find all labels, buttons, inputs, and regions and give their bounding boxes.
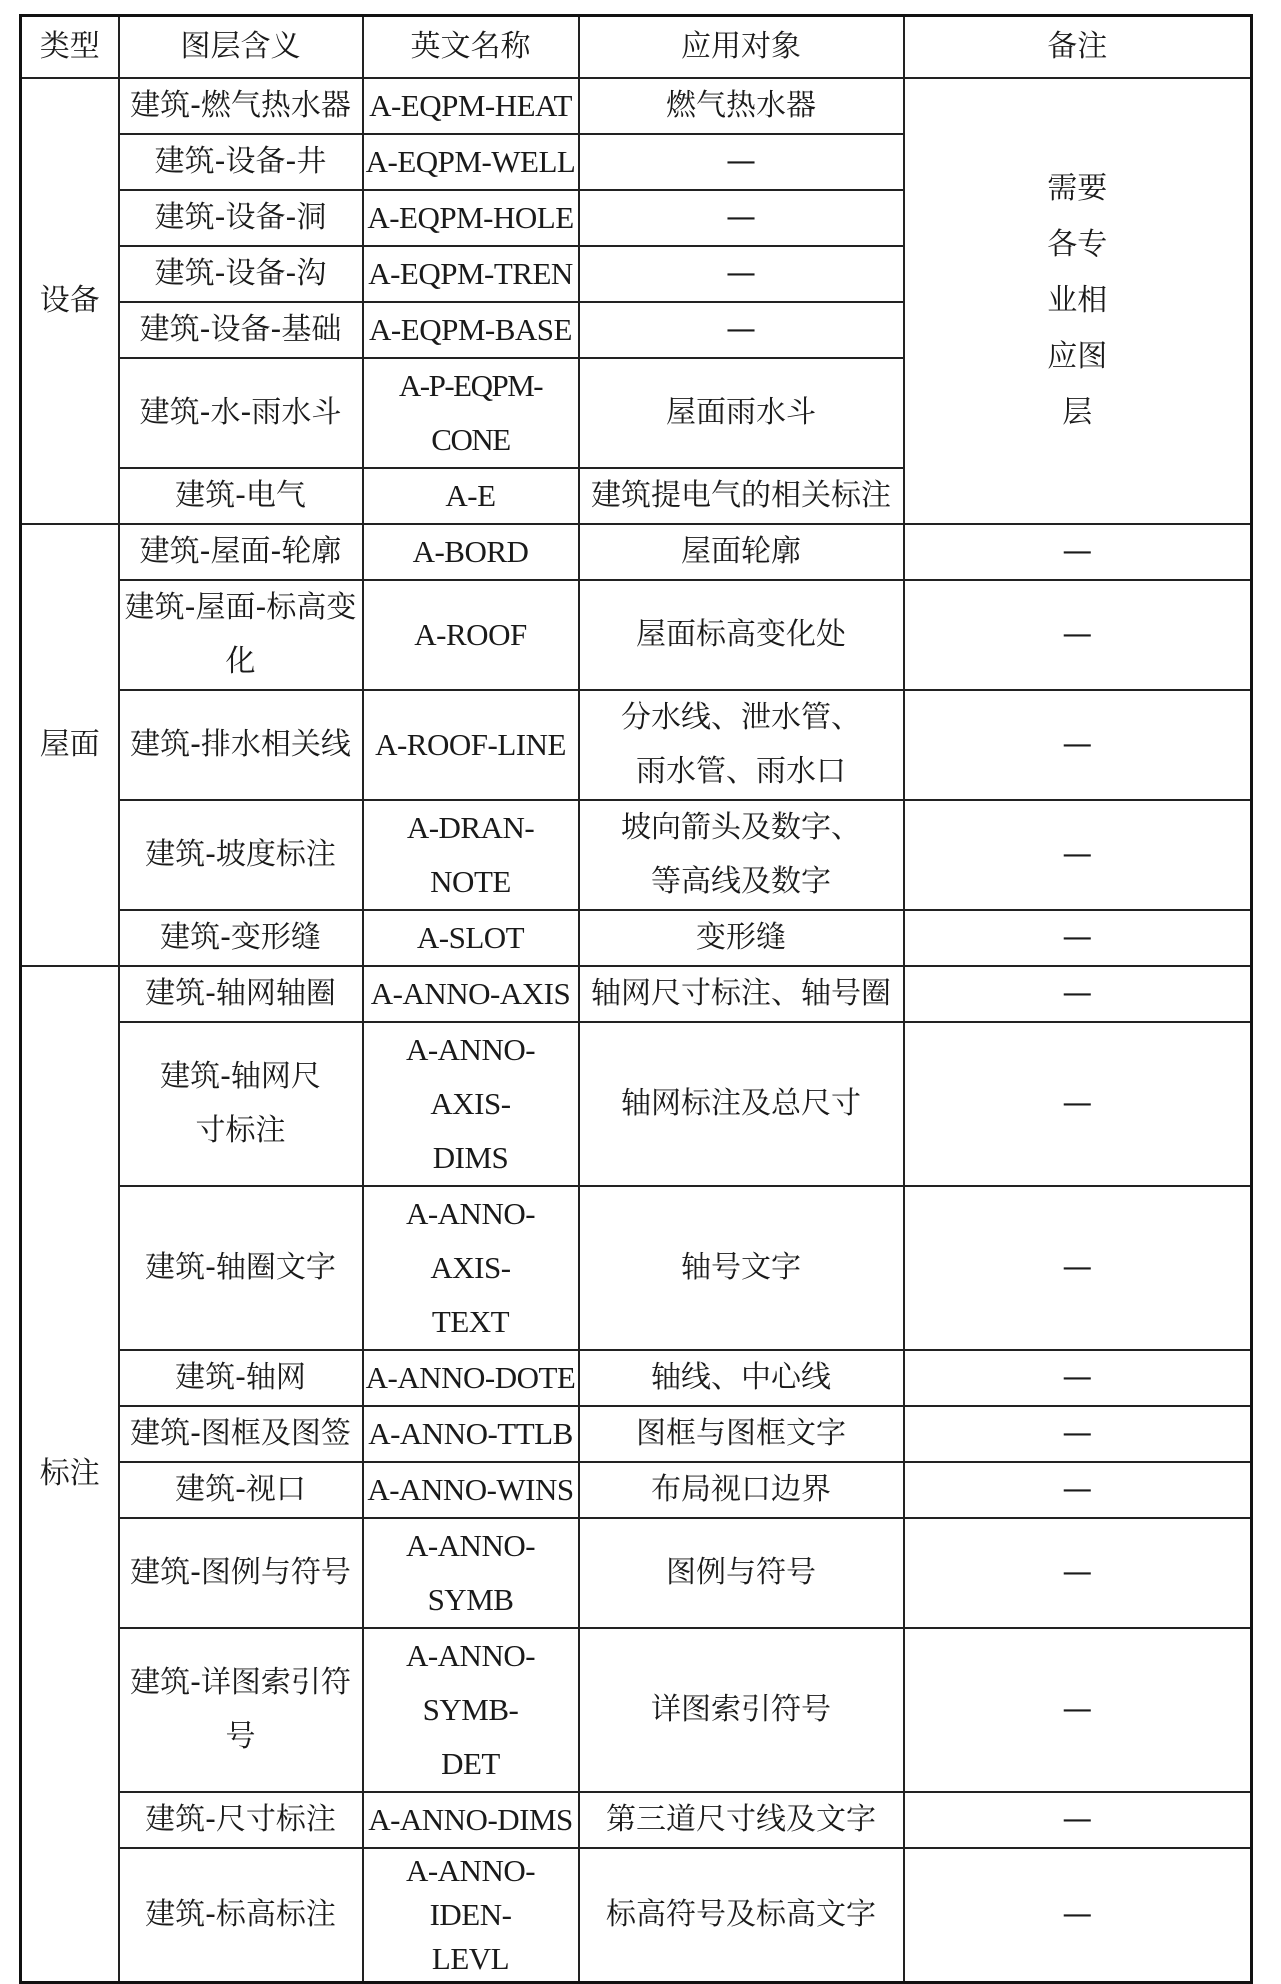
layer-remark: — xyxy=(904,1406,1252,1462)
layer-application: 标高符号及标高文字 xyxy=(579,1848,904,1983)
table-row xyxy=(21,1848,1252,1983)
table-row xyxy=(21,1022,1252,1186)
layer-english-name: A-ANNO-TTLB xyxy=(363,1406,579,1462)
layer-remark: — xyxy=(904,1186,1252,1350)
layer-remark: — xyxy=(904,1848,1252,1983)
table-row xyxy=(21,1350,1252,1406)
header-application: 应用对象 xyxy=(579,16,904,79)
layer-remark: — xyxy=(904,524,1252,580)
layer-remark: — xyxy=(904,1518,1252,1628)
group-note xyxy=(904,78,1252,524)
layer-english-name: A-ANNO-AXIS xyxy=(363,966,579,1022)
layer-application: 建筑提电气的相关标注 xyxy=(579,468,904,524)
layer-english-name: A-ANNO-AXIS-DIMS xyxy=(363,1022,579,1186)
layer-english-name: A-ANNO-SYMB-DET xyxy=(363,1628,579,1792)
layer-application: 屋面标高变化处 xyxy=(579,580,904,690)
layer-meaning: 建筑-设备-井 xyxy=(119,134,363,190)
layer-meaning: 建筑-图框及图签 xyxy=(119,1406,363,1462)
layer-remark: — xyxy=(904,800,1252,910)
layer-application: — xyxy=(579,246,904,302)
layer-english-name: A-ANNO-IDEN-LEVL xyxy=(363,1848,579,1983)
layer-remark: — xyxy=(904,966,1252,1022)
table-row xyxy=(21,1792,1252,1848)
layer-remark: — xyxy=(904,690,1252,800)
layer-application: 图例与符号 xyxy=(579,1518,904,1628)
header-type: 类型 xyxy=(21,16,119,79)
header-row xyxy=(21,16,1252,79)
header-english-name: 英文名称 xyxy=(363,16,579,79)
layer-meaning: 建筑-轴网轴圈 xyxy=(119,966,363,1022)
layer-meaning: 建筑-坡度标注 xyxy=(119,800,363,910)
layer-meaning: 建筑-图例与符号 xyxy=(119,1518,363,1628)
layer-table xyxy=(19,14,1253,1984)
layer-english-name: A-ANNO-DOTE xyxy=(363,1350,579,1406)
layer-meaning: 建筑-标高标注 xyxy=(119,1848,363,1983)
table-row xyxy=(21,1628,1252,1792)
layer-meaning: 建筑-电气 xyxy=(119,468,363,524)
layer-english-name: A-P-EQPM-CONE xyxy=(363,358,579,468)
layer-remark: — xyxy=(904,1792,1252,1848)
layer-application: 燃气热水器 xyxy=(579,78,904,134)
layer-application: — xyxy=(579,302,904,358)
layer-application: 坡向箭头及数字、等高线及数字 xyxy=(579,800,904,910)
layer-english-name: A-ROOF-LINE xyxy=(363,690,579,800)
layer-english-name: A-E xyxy=(363,468,579,524)
layer-meaning: 建筑-设备-基础 xyxy=(119,302,363,358)
layer-remark: — xyxy=(904,580,1252,690)
table-row xyxy=(21,78,1252,134)
category-cell: 屋面 xyxy=(21,524,119,966)
layer-english-name: A-ANNO-SYMB xyxy=(363,1518,579,1628)
layer-meaning: 建筑-轴网尺寸标注 xyxy=(119,1022,363,1186)
layer-application: 屋面轮廓 xyxy=(579,524,904,580)
layer-meaning: 建筑-轴网 xyxy=(119,1350,363,1406)
layer-application: 第三道尺寸线及文字 xyxy=(579,1792,904,1848)
layer-application: 屋面雨水斗 xyxy=(579,358,904,468)
table-row xyxy=(21,800,1252,910)
table-row xyxy=(21,580,1252,690)
table-row xyxy=(21,966,1252,1022)
layer-application: 图框与图框文字 xyxy=(579,1406,904,1462)
layer-application: 轴号文字 xyxy=(579,1186,904,1350)
layer-remark: — xyxy=(904,1350,1252,1406)
layer-meaning: 建筑-尺寸标注 xyxy=(119,1792,363,1848)
layer-remark: — xyxy=(904,1462,1252,1518)
layer-english-name: A-ANNO-WINS xyxy=(363,1462,579,1518)
table-row xyxy=(21,910,1252,966)
layer-meaning: 建筑-视口 xyxy=(119,1462,363,1518)
layer-application: 轴线、中心线 xyxy=(579,1350,904,1406)
table-row xyxy=(21,1186,1252,1350)
layer-remark: — xyxy=(904,1022,1252,1186)
layer-english-name: A-DRAN-NOTE xyxy=(363,800,579,910)
layer-english-name: A-ANNO-DIMS xyxy=(363,1792,579,1848)
layer-meaning: 建筑-屋面-轮廓 xyxy=(119,524,363,580)
layer-remark: — xyxy=(904,1628,1252,1792)
layer-meaning: 建筑-设备-洞 xyxy=(119,190,363,246)
header-remark: 备注 xyxy=(904,16,1252,79)
layer-application: 详图索引符号 xyxy=(579,1628,904,1792)
layer-meaning: 建筑-排水相关线 xyxy=(119,690,363,800)
layer-english-name: A-SLOT xyxy=(363,910,579,966)
layer-english-name: A-EQPM-HOLE xyxy=(363,190,579,246)
layer-english-name: A-EQPM-BASE xyxy=(363,302,579,358)
layer-meaning: 建筑-轴圈文字 xyxy=(119,1186,363,1350)
layer-english-name: A-EQPM-TREN xyxy=(363,246,579,302)
layer-english-name: A-BORD xyxy=(363,524,579,580)
layer-meaning: 建筑-水-雨水斗 xyxy=(119,358,363,468)
layer-meaning: 建筑-详图索引符号 xyxy=(119,1628,363,1792)
table-row xyxy=(21,1462,1252,1518)
layer-application: — xyxy=(579,190,904,246)
layer-english-name: A-ROOF xyxy=(363,580,579,690)
layer-application: 轴网尺寸标注、轴号圈 xyxy=(579,966,904,1022)
table-row xyxy=(21,524,1252,580)
layer-remark: — xyxy=(904,910,1252,966)
table-row xyxy=(21,1406,1252,1462)
layer-application: — xyxy=(579,134,904,190)
layer-meaning: 建筑-燃气热水器 xyxy=(119,78,363,134)
layer-english-name: A-EQPM-WELL xyxy=(363,134,579,190)
layer-application: 变形缝 xyxy=(579,910,904,966)
layer-meaning: 建筑-设备-沟 xyxy=(119,246,363,302)
group-note-text: 需要各专业相应图层 xyxy=(1047,171,1108,430)
category-cell: 设备 xyxy=(21,78,119,524)
header-meaning: 图层含义 xyxy=(119,16,363,79)
layer-meaning: 建筑-变形缝 xyxy=(119,910,363,966)
layer-application: 分水线、泄水管、雨水管、雨水口 xyxy=(579,690,904,800)
layer-english-name: A-ANNO-AXIS-TEXT xyxy=(363,1186,579,1350)
table-row xyxy=(21,690,1252,800)
table-row xyxy=(21,1518,1252,1628)
layer-meaning: 建筑-屋面-标高变化 xyxy=(119,580,363,690)
layer-application: 轴网标注及总尺寸 xyxy=(579,1022,904,1186)
layer-application: 布局视口边界 xyxy=(579,1462,904,1518)
layer-english-name: A-EQPM-HEAT xyxy=(363,78,579,134)
category-cell: 标注 xyxy=(21,966,119,1983)
